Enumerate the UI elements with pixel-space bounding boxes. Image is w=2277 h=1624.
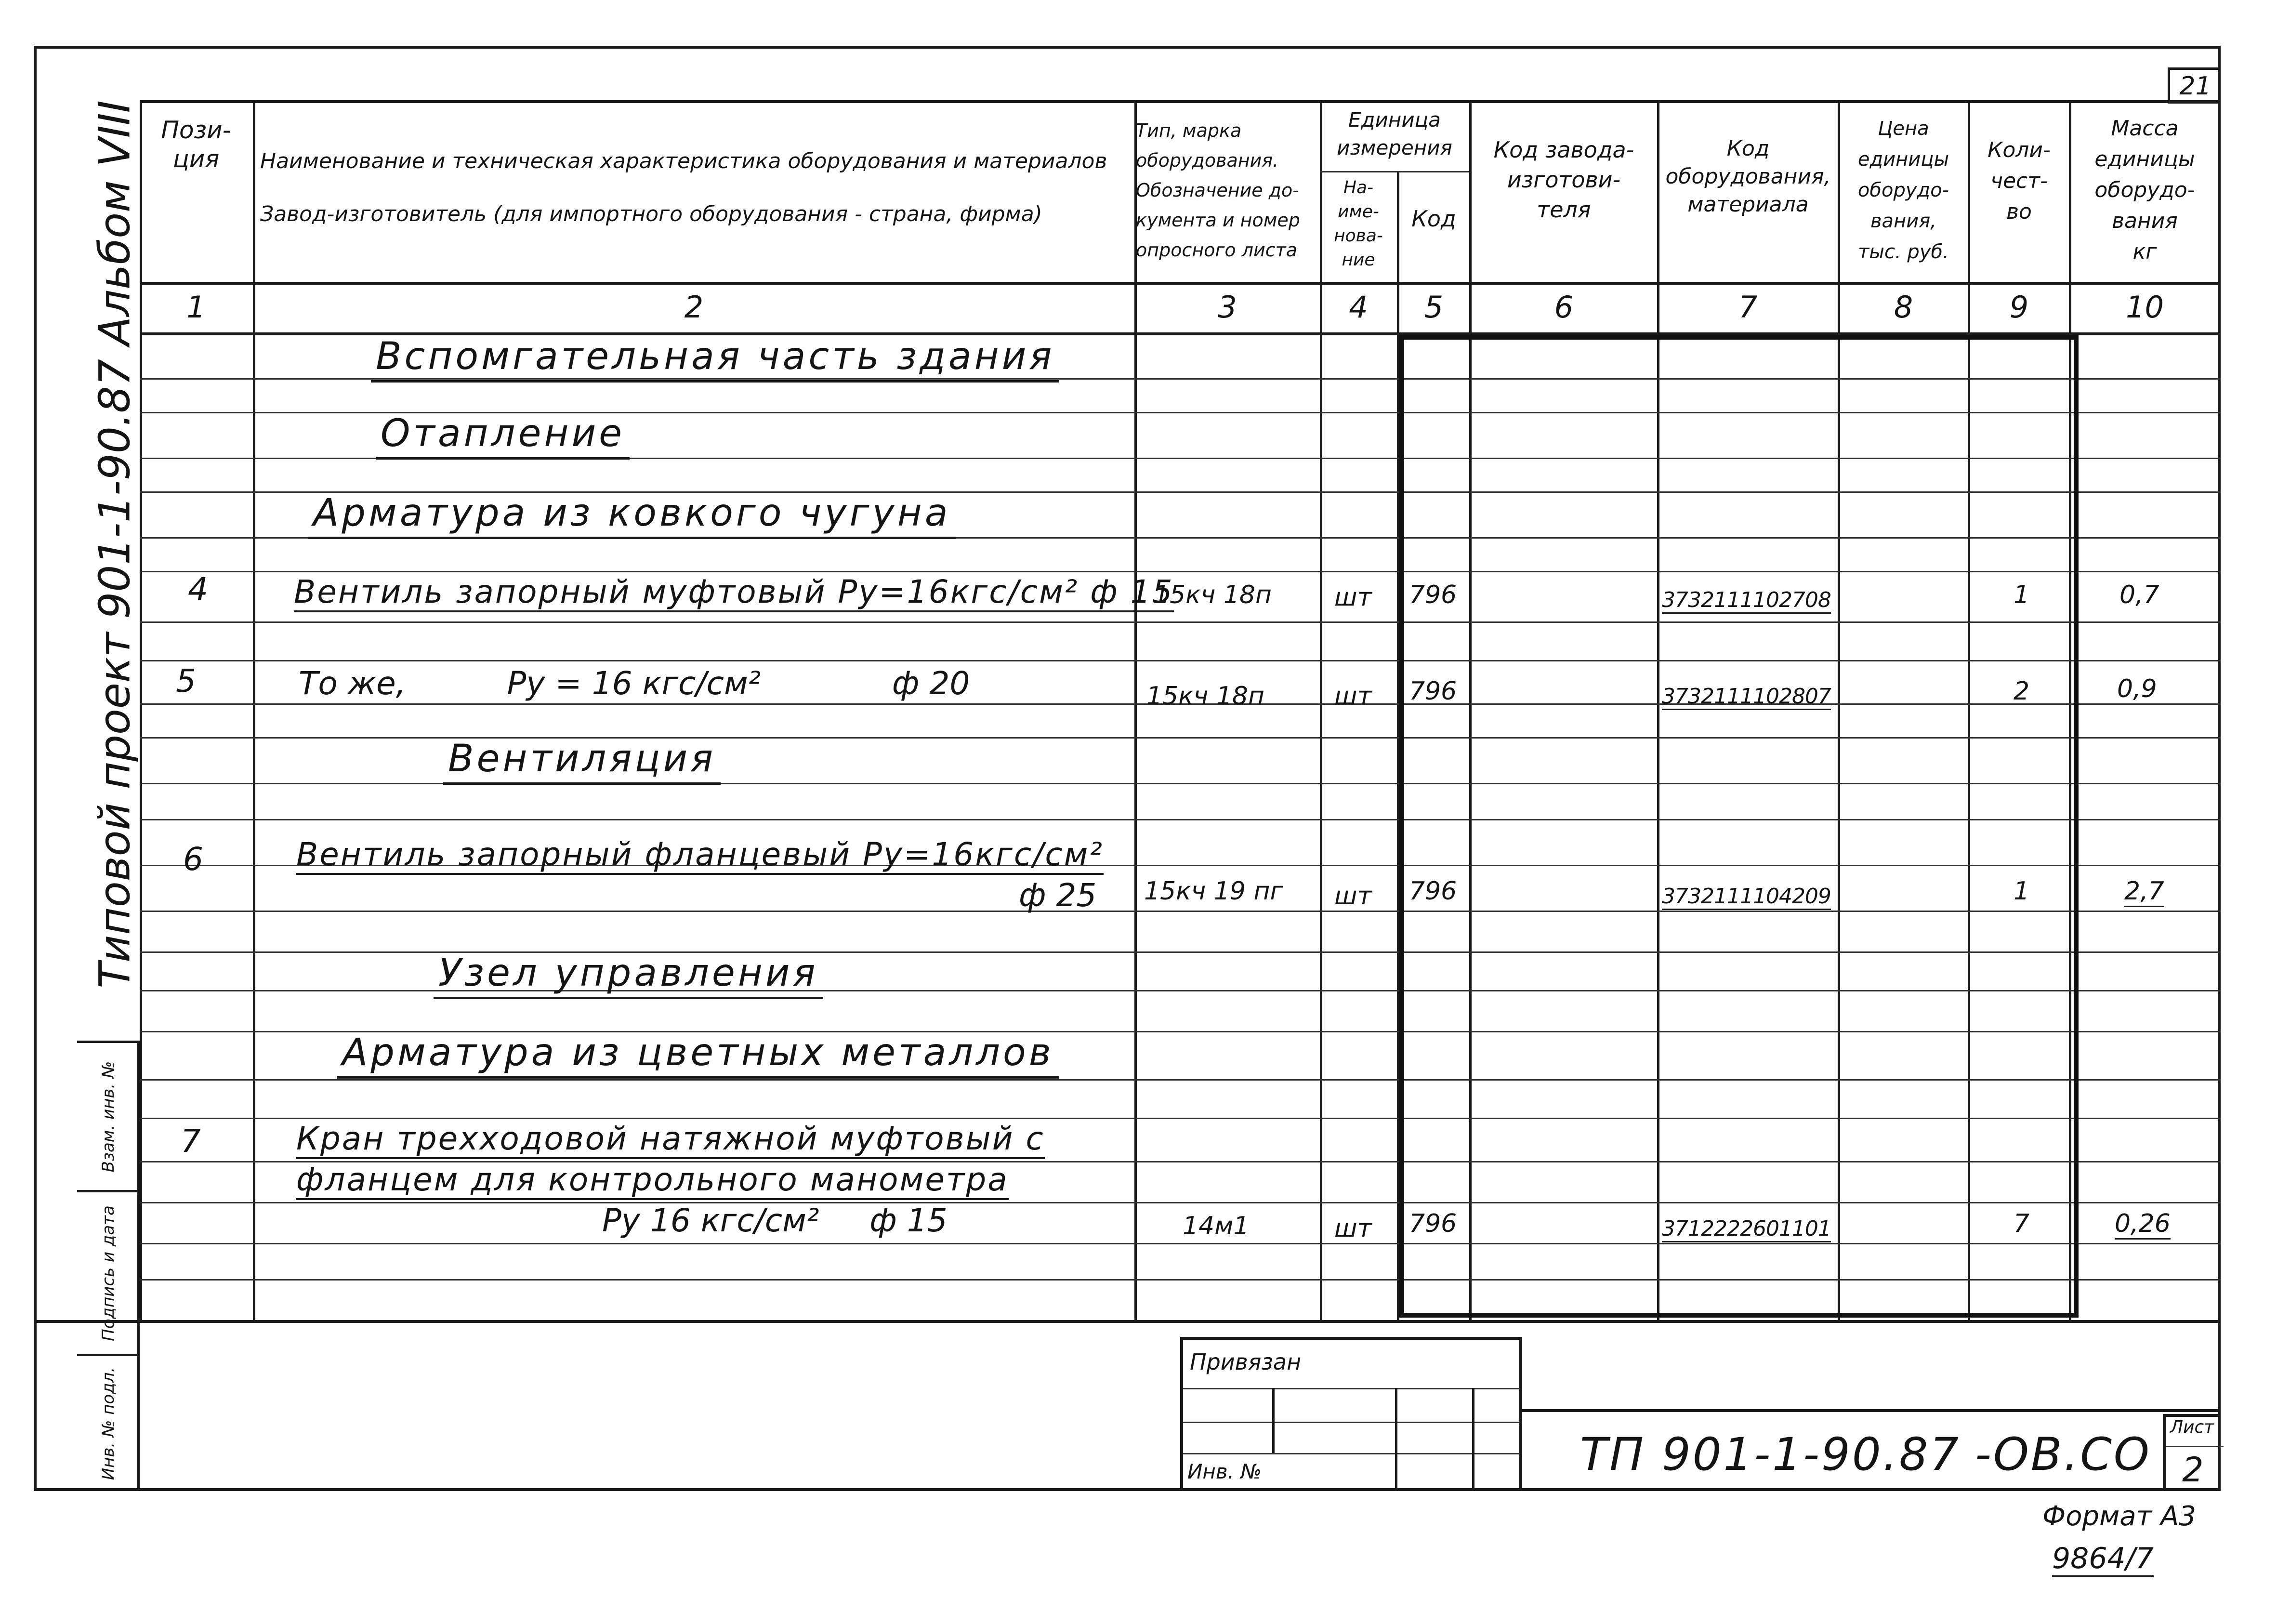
row7-name-line2: фланцем для контрольного манометра	[296, 1161, 1009, 1200]
row5-unit: шт	[1334, 682, 1372, 711]
row7-position: 7	[181, 1122, 201, 1160]
row5-name: То же, Ру = 16 кгс/см² ф 20	[299, 665, 970, 702]
section-ventilation: Вентиляция	[443, 737, 721, 785]
header-name: Наименование и техническая характеристика оборудования и материалов Завод-изготовитель (для импортного оборудования - страна, фирма)	[260, 149, 1107, 226]
doc-code: ТП 901-1-90.87	[1580, 1428, 1961, 1481]
row7-mass: 0,26	[2115, 1209, 2171, 1240]
stamp-line	[1272, 1388, 1275, 1453]
sheet-box-line	[2166, 1446, 2224, 1447]
row6-quantity: 1	[2014, 877, 2030, 906]
row7-unit-code: 796	[1409, 1209, 1457, 1238]
stamp-replaces-inv-label: Взам. инв. №	[99, 1061, 118, 1172]
row5-position: 5	[176, 662, 196, 700]
row4-equipment-code: 3732111102708	[1662, 588, 1831, 614]
stamp-line	[1183, 1453, 1520, 1454]
doc-suffix: -ОВ.СО	[1975, 1428, 2151, 1481]
stamp-line	[1183, 1388, 1520, 1389]
colnum-1: 1	[186, 290, 206, 325]
section-control-unit: Узел управления	[434, 951, 823, 999]
section-heating: Отапление	[376, 412, 630, 460]
row4-quantity: 1	[2014, 581, 2030, 609]
row6-mass: 2,7	[2124, 877, 2164, 907]
row7-equipment-code: 3712222601101	[1662, 1216, 1831, 1242]
row5-mass: 0,9	[2117, 674, 2157, 703]
colnum-5: 5	[1424, 290, 1444, 325]
stamp-inv-orig	[77, 1354, 140, 1491]
sheet-label: Лист	[2170, 1417, 2214, 1437]
side-title-text: Типовой проект 901-1-90.87 Альбом VIII	[90, 100, 140, 989]
colnum-6: 6	[1554, 290, 1574, 325]
row6-name: Вентиль запорный фланцевый Ру=16кгс/см²	[296, 836, 1104, 875]
row4-position: 4	[188, 571, 208, 608]
row5-equipment-code: 3732111102807	[1662, 684, 1831, 710]
doc-code-line	[1522, 1409, 2221, 1412]
colnum-7: 7	[1738, 290, 1758, 325]
inv-no-label: Инв. №	[1187, 1460, 1262, 1483]
row6-equipment-code: 3732111104209	[1662, 884, 1831, 910]
row6-name-continued: ф 25	[1019, 877, 1097, 914]
stamp-line	[1472, 1388, 1474, 1489]
sheet-value: 2	[2182, 1450, 2204, 1490]
row4-name: Вентиль запорный муфтовый Ру=16кгс/см² ф 15	[294, 573, 1174, 612]
row7-name: Кран трехходовой натяжной муфтовый с	[296, 1120, 1045, 1159]
row6-unit: шт	[1334, 882, 1372, 911]
row5-quantity: 2	[2014, 677, 2030, 706]
section-auxiliary: Вспомгательная часть здания	[371, 335, 1059, 383]
header-equipment-code: Код оборудования, материала	[1665, 136, 1831, 217]
header-mass: Масса единицы оборудо- вания кг	[2094, 116, 2195, 264]
sheet-number: 21	[2168, 67, 2221, 104]
row7-name-line3: Ру 16 кгс/см² ф 15	[602, 1202, 948, 1239]
header-price: Цена единицы оборудо- вания, тыс. руб.	[1857, 118, 1949, 263]
unit-divider-line	[1320, 171, 1469, 172]
header-unit-name: На- име- нова- ние	[1334, 178, 1383, 270]
format-label: Формат А3	[2042, 1501, 2196, 1532]
header-plant-code: Код завода- изготови- теля	[1493, 137, 1634, 223]
colnum-8: 8	[1894, 290, 1913, 325]
section-nonferrous: Арматура из цветных металлов	[337, 1031, 1059, 1079]
header-unit-code: Код	[1411, 206, 1456, 232]
stamp-signature-date-label: Подпись и дата	[99, 1205, 118, 1341]
colnum-3: 3	[1218, 290, 1237, 325]
row6-position: 6	[183, 841, 203, 878]
colnum-10: 10	[2126, 290, 2164, 325]
row7-unit: шт	[1334, 1214, 1372, 1243]
row6-unit-code: 796	[1409, 877, 1457, 906]
stamp-line	[1395, 1388, 1397, 1489]
row4-unit-code: 796	[1409, 581, 1457, 609]
colnum-9: 9	[2009, 290, 2029, 325]
header-quantity: Коли- чест- во	[1987, 138, 2051, 224]
archive-number: 9864/7	[2052, 1542, 2154, 1577]
header-top-line	[140, 100, 2221, 103]
table-bottom-line	[34, 1320, 2221, 1323]
stamp-line	[1183, 1422, 1520, 1423]
attached-label: Привязан	[1190, 1349, 1302, 1375]
row4-type: 15кч 18п	[1154, 581, 1272, 609]
row5-unit-code: 796	[1409, 677, 1457, 706]
highlight-box	[1399, 335, 2079, 1318]
row5-type: 15кч 18п	[1146, 682, 1264, 711]
row6-type: 15кч 19 пг	[1144, 877, 1283, 906]
colnum-4: 4	[1349, 290, 1368, 325]
header-unit: Единица измерения	[1337, 108, 1452, 159]
colnum-2: 2	[684, 290, 704, 325]
row4-mass: 0,7	[2119, 581, 2159, 609]
row7-quantity: 7	[2014, 1209, 2030, 1238]
stamp-replaces-inv	[77, 1041, 140, 1190]
stamp-signature-date	[77, 1190, 140, 1354]
side-title	[90, 100, 140, 989]
stamp-inv-orig-label: Инв. № подл.	[99, 1367, 118, 1480]
header-type: Тип, марка оборудования. Обозначение до- кумента и номер опросного листа	[1136, 120, 1300, 261]
row7-type: 14м1	[1183, 1212, 1250, 1241]
header-position: Пози- ция	[161, 116, 231, 173]
row4-unit: шт	[1334, 583, 1372, 612]
section-malleable-iron: Арматура из ковкого чугуна	[308, 491, 956, 539]
